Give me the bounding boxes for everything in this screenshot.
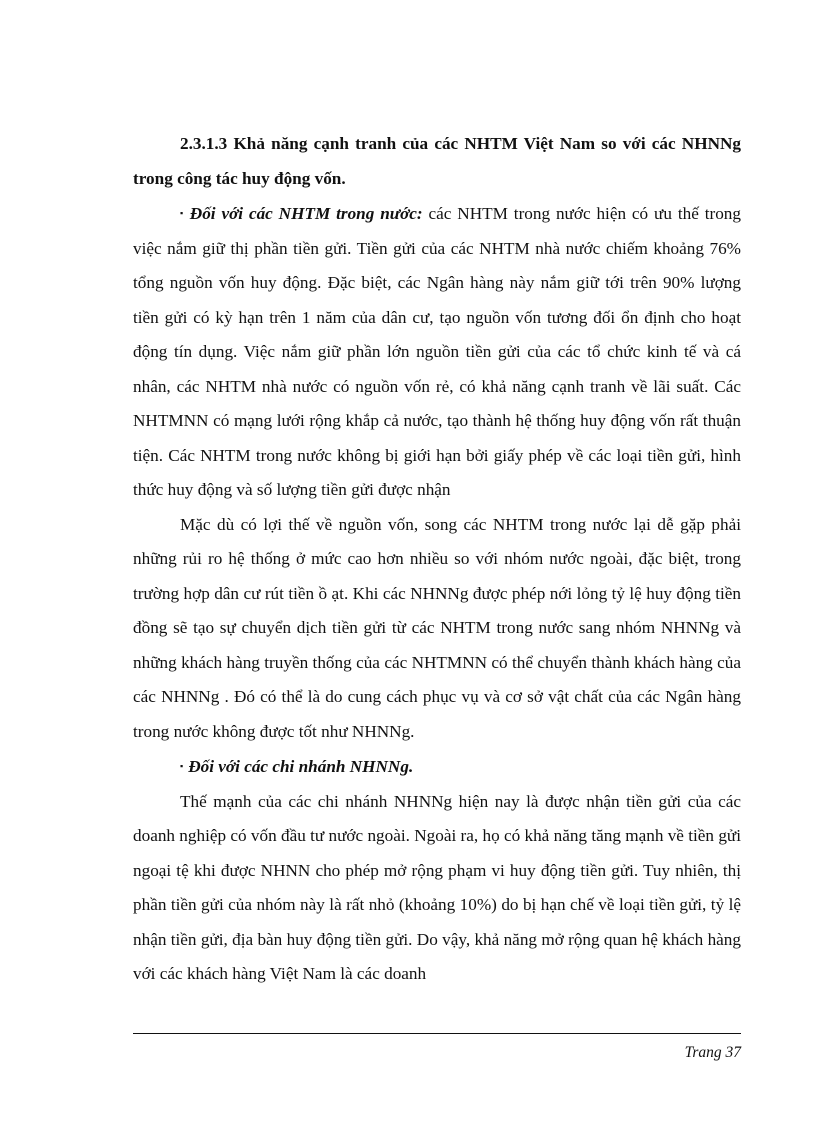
footer-divider [133, 1033, 741, 1034]
subheading-domestic-banks: Đối với các NHTM trong nước: [189, 204, 423, 223]
subheading-foreign-branches-line [133, 749, 741, 785]
paragraph-domestic-banks-body: các NHTM trong nước hiện có ưu thế trong việc nắm giữ thị phần tiền gửi. Tiền gửi của các NHTM nhà nước chiếm khoảng 76% tổng nguồn vốn huy động. Đặc biệt, các Ngân hàng này nắm giữ tới trên 90% lượng tiền gửi có kỳ hạn trên 1 năm của dân cư, tạo nguồn vốn tương đối ổn định cho hoạt động tín dụng. Việc nắm giữ phần lớn nguồn tiền gửi của các tổ chức kinh tế và cá nhân, các NHTM nhà nước có nguồn vốn rẻ, có khả năng cạnh tranh về lãi suất. Các NHTMNN có mạng lưới rộng khắp cả nước, tạo thành hệ thống huy động vốn rất thuận tiện. Các NHTM trong nước không bị giới hạn bởi giấy phép về các loại tiền gửi, hình thức huy động và số lượng tiền gửi được nhận [133, 204, 741, 499]
bullet-icon: ▪ [180, 761, 184, 771]
page-number: Trang 37 [684, 1044, 741, 1061]
section-heading: 2.3.1.3 Khả năng cạnh tranh của các NHTM Việt Nam so với các NHNNg trong công tác huy động vốn. [133, 134, 741, 188]
bullet-icon: ▪ [180, 208, 185, 218]
paragraph-domestic-banks [133, 196, 741, 508]
subheading-foreign-branches: Đối với các chi nhánh NHNNg. [188, 757, 414, 776]
paragraph-foreign-branches: Thế mạnh của các chi nhánh NHNNg hiện nay là được nhận tiền gửi của các doanh nghiệp có vốn đầu tư nước ngoài. Ngoài ra, họ có khả năng tăng mạnh về tiền gửi ngoại tệ khi được NHNN cho phép mở rộng phạm vi huy động tiền gửi. Tuy nhiên, thị phần tiền gửi của nhóm này là rất nhỏ (khoảng 10%) do bị hạn chế về loại tiền gửi, tỷ lệ nhận tiền gửi, địa bàn huy động tiền gửi. Do vậy, khả năng mở rộng quan hệ khách hàng với các khách hàng Việt Nam là các doanh [133, 791, 741, 983]
paragraph-risks: Mặc dù có lợi thế về nguồn vốn, song các NHTM trong nước lại dễ gặp phải những rủi ro hệ thống ở mức cao hơn nhiều so với nhóm nước ngoài, đặc biệt, trong trường hợp dân cư rút tiền ồ ạt. Khi các NHNNg được phép nới lỏng tỷ lệ huy động tiền đồng sẽ tạo sự chuyển dịch tiền gửi từ các NHTM trong nước sang nhóm NHNNg và những khách hàng truyền thống của các NHTMNN có thể chuyển thành khách hàng của các NHNNg . Đó có thể là do cung cách phục vụ và cơ sở vật chất của các Ngân hàng trong nước không được tốt như NHNNg. [133, 514, 741, 741]
body-text [133, 127, 741, 992]
